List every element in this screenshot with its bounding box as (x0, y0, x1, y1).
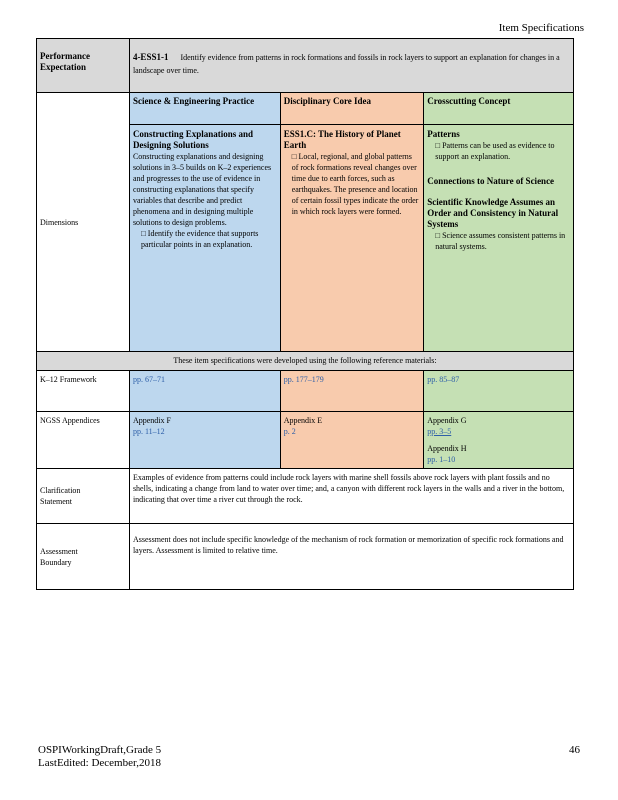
ngss-dci-appendix: Appendix E (283, 416, 323, 425)
dci-cell (280, 93, 424, 352)
ngss-ccc-appendix-g: Appendix G (427, 416, 467, 425)
sep-cell (129, 93, 280, 352)
bullet-icon: □ (435, 141, 441, 150)
ccc-bullet-patterns (427, 140, 570, 162)
k12-label: K–12 Framework (37, 371, 130, 412)
clarification-label-line1: Clarification (40, 486, 81, 495)
ccc-bullet-patterns-text: Patterns can be used as evidence to support an explanation. (435, 141, 555, 161)
pe-cell (129, 39, 573, 93)
ccc-title-knowledge: Scientific Knowledge Assumes an Order and Consistency in Natural Systems (427, 197, 559, 229)
clarification-row (37, 469, 574, 524)
ngss-label: NGSS Appendices (37, 412, 130, 469)
clarification-text: Examples of evidence from patterns could include rock layers with marine shell fossils above rock layers with plant fossils and no shells, indicating a change from land to water over time; and, a canyon with different rock layers in the walls and a river in the bottom, indicating that over time a river cut through the rock. (129, 469, 573, 524)
assessment-label-line2: Boundary (40, 557, 72, 567)
bullet-icon: □ (140, 229, 146, 238)
ngss-dci-cell (280, 412, 424, 469)
ngss-ccc-appendix-h: Appendix H (427, 444, 467, 453)
ccc-heading: Crosscutting Concept (424, 93, 573, 125)
sep-body: Constructing explanations and designing solutions in 3–5 builds on K–2 experiences and progresses to the use of evidence in constructing explanations that specify variables that describe and predict phenomena and in designing multiple solutions to design problems. (132, 152, 272, 227)
k12-ccc-pages[interactable]: pp. 85–87 (424, 371, 574, 412)
ngss-ccc-pages-h[interactable]: pp. 1–10 (427, 455, 456, 464)
pe-label-line1: Performance (40, 51, 90, 61)
assessment-text: Assessment does not include specific knowledge of the mechanism of rock formation or memorization of specific rock formations and layers. Assessment is limited to relative time. (129, 524, 573, 590)
sep-heading: Science & Engineering Practice (130, 93, 280, 125)
ngss-sep-appendix: Appendix F (132, 416, 171, 425)
k12-row (37, 371, 574, 412)
ccc-cell (424, 93, 574, 352)
assessment-row (37, 524, 574, 590)
page-header: Item Specifications (498, 22, 584, 34)
dimensions-label: Dimensions (37, 93, 130, 352)
clarification-label-line2: Statement (40, 497, 72, 506)
footer-draft: OSPIWorkingDraft,Grade 5 (38, 744, 162, 756)
dimensions-row (37, 93, 574, 352)
footer-left (38, 744, 161, 770)
k12-sep-pages[interactable]: pp. 67–71 (129, 371, 280, 412)
sep-bullet-text: Identify the evidence that supports particular points in an explanation. (140, 229, 259, 249)
item-spec-table (36, 38, 574, 590)
dci-heading: Disciplinary Core Idea (281, 93, 424, 125)
reference-note-row (37, 352, 574, 371)
pe-label (37, 39, 130, 93)
ngss-row (37, 412, 574, 469)
ngss-sep-cell (129, 412, 280, 469)
assessment-label-line1: Assessment (40, 546, 78, 556)
bullet-icon: □ (291, 152, 297, 161)
ngss-ccc-cell (424, 412, 574, 469)
ngss-sep-pages[interactable]: pp. 11–12 (132, 427, 165, 436)
bullet-icon: □ (435, 231, 441, 240)
dci-bullet (284, 151, 421, 217)
ccc-bullet-knowledge (427, 230, 570, 252)
page-number: 46 (569, 744, 580, 756)
pe-row (37, 39, 574, 93)
ngss-dci-pages[interactable]: p. 2 (283, 427, 296, 436)
pe-code: 4-ESS1-1 (132, 52, 169, 62)
ccc-title-nature: Connections to Nature of Science (427, 176, 555, 186)
ccc-title-patterns: Patterns (427, 129, 460, 139)
pe-label-line2: Expectation (40, 62, 86, 72)
reference-note: These item specifications were developed using the following reference materials: (37, 352, 574, 371)
sep-bullet (133, 228, 277, 250)
sep-title: Constructing Explanations and Designing Solutions (132, 129, 253, 150)
ngss-ccc-pages-g[interactable]: pp. 3–5 (427, 427, 452, 436)
clarification-label (37, 469, 130, 524)
dci-bullet-text: Local, regional, and global patterns of rock formations reveal changes over time due to earth forces, such as earthquakes. The presence and location of certain fossil types indicate the order in which rock layers were formed. (291, 152, 419, 216)
ccc-bullet-knowledge-text: Science assumes consistent patterns in natural systems. (435, 231, 566, 251)
assessment-label (37, 524, 130, 590)
pe-text: Identify evidence from patterns in rock formations and fossils in rock layers to support an explanation for changes in a landscape over time. (132, 53, 560, 75)
k12-dci-pages[interactable]: pp. 177–179 (280, 371, 424, 412)
footer-edited: LastEdited: December,2018 (38, 757, 161, 769)
dci-title: ESS1.C: The History of Planet Earth (283, 129, 401, 150)
